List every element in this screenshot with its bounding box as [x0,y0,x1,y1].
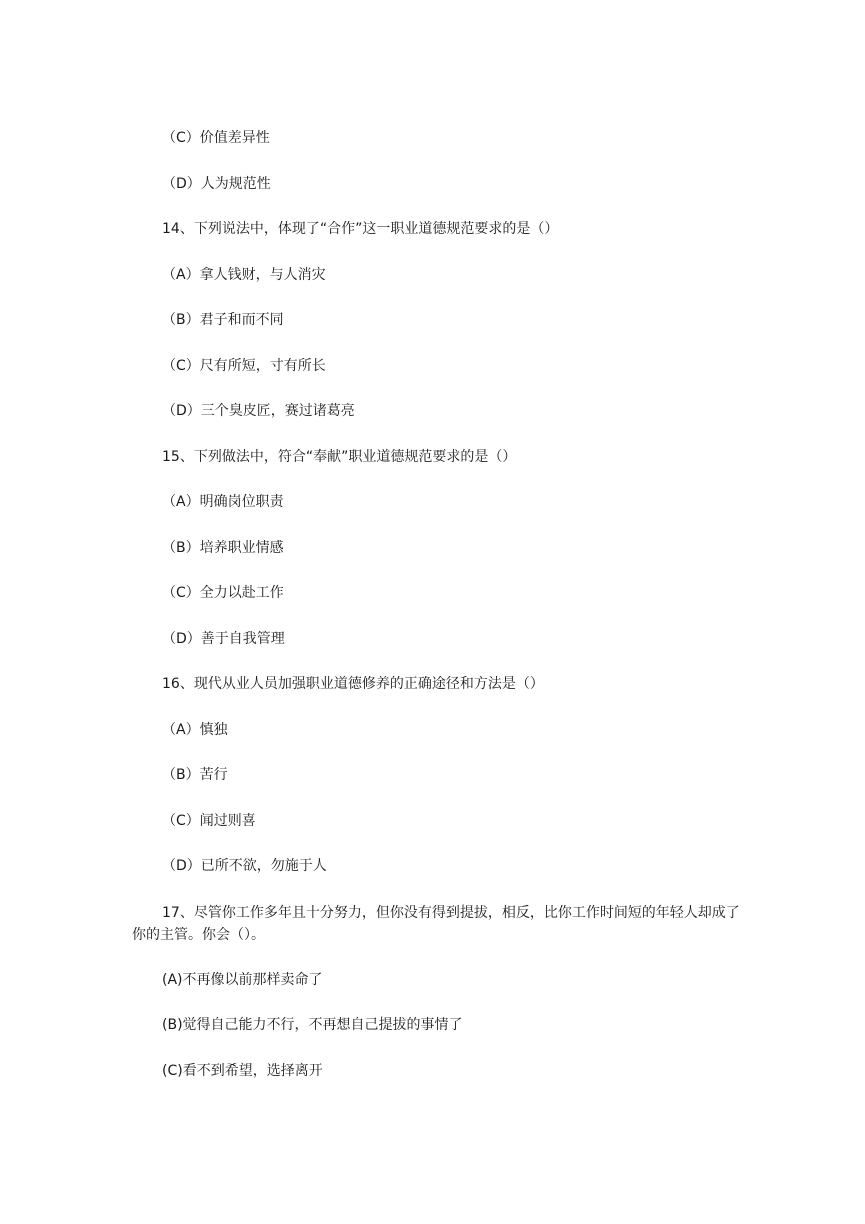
question-17: 17、尽管你工作多年且十分努力，但你没有得到提拔，相反，比你工作时间短的年轻人却成了你的主管。你会（）。 [132,905,740,943]
question-16-option-a: （A）慎独 [162,722,228,738]
question-14-option-b: （B）君子和而不同 [162,312,284,328]
question-15-option-b: （B）培养职业情感 [162,540,284,556]
question-15-option-d: （D）善于自我管理 [162,631,285,647]
question-16-option-b: （B）苦行 [162,767,228,783]
question-15-option-a: （A）明确岗位职责 [162,494,284,510]
option-c-prev: （C）价值差异性 [162,130,270,146]
question-15-option-c: （C）全力以赴工作 [162,585,284,601]
question-17-option-b: (B)觉得自己能力不行，不再想自己提拔的事情了 [162,1017,463,1033]
question-16: 16、现代从业人员加强职业道德修养的正确途径和方法是（） [162,676,544,692]
question-14: 14、下列说法中，体现了“合作”这一职业道德规范要求的是（） [162,221,559,237]
question-15: 15、下列做法中，符合“奉献”职业道德规范要求的是（） [162,449,517,465]
question-14-option-a: （A）拿人钱财，与人消灾 [162,267,326,283]
question-16-option-d: （D）已所不欲，勿施于人 [162,858,327,874]
question-14-option-c: （C）尺有所短，寸有所长 [162,358,326,374]
question-14-option-d: （D）三个臭皮匠，赛过诸葛亮 [162,403,355,419]
question-17-option-a: (A)不再像以前那样卖命了 [162,972,323,988]
question-17-option-c: (C)看不到希望，选择离开 [162,1063,323,1079]
option-d-prev: （D）人为规范性 [162,176,271,192]
question-16-option-c: （C）闻过则喜 [162,813,256,829]
